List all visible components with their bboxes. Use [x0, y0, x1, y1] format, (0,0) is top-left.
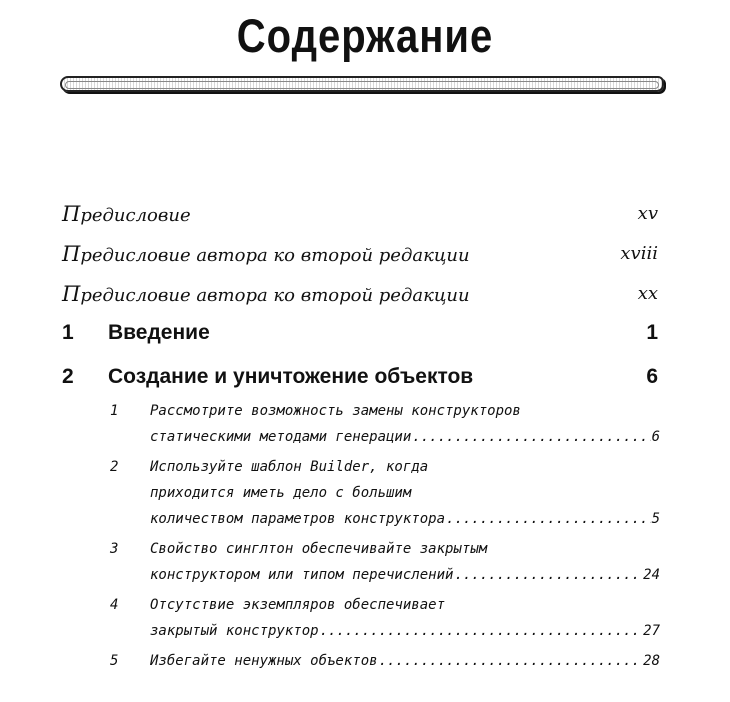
toc-item-1[interactable] [110, 398, 660, 450]
chapter-title: Введение [108, 321, 210, 344]
item-number: 5 [110, 653, 119, 669]
chapter-number: 2 [62, 365, 74, 388]
toc-entry-page: xv [637, 203, 658, 224]
item-text-line: Отсутствие экземпляров обеспечивает [150, 597, 446, 613]
item-text-line: закрытый конструктор [150, 623, 319, 639]
dot-leader [446, 506, 651, 532]
toc-entry-page: xviii [620, 243, 658, 264]
toc-entry-author-preface-2[interactable] [62, 278, 658, 310]
item-page: 28 [643, 653, 660, 669]
dot-leader [412, 424, 650, 450]
item-number: 4 [110, 597, 119, 613]
item-text-line: конструктором или типом перечислений [150, 567, 454, 583]
toc-item-4[interactable] [110, 592, 660, 644]
dot-leader [454, 562, 642, 588]
toc-entry-author-preface[interactable] [62, 238, 658, 270]
item-page: 24 [643, 567, 660, 583]
toc-entry-page: xx [637, 283, 658, 304]
item-page: 27 [643, 623, 660, 639]
item-page: 6 [651, 429, 660, 445]
item-number: 2 [110, 459, 119, 475]
toc-chapter-1[interactable] [62, 316, 658, 350]
toc-item-2[interactable] [110, 454, 660, 532]
title-rule [60, 76, 664, 92]
item-text-line: Избегайте ненужных объектов [150, 653, 378, 669]
item-text-line: статическими методами генерации [150, 429, 412, 445]
item-number: 3 [110, 541, 119, 557]
toc-chapter-2[interactable] [62, 360, 658, 394]
item-number: 1 [110, 403, 119, 419]
item-page: 5 [651, 511, 660, 527]
toc-entry-label: Предисловие автора ко второй редакции [62, 242, 470, 266]
toc-entry-preface[interactable] [62, 198, 658, 230]
item-text-line: Используйте шаблон Builder, когда [150, 459, 429, 475]
item-text-line: Свойство синглтон обеспечивайте закрытым [150, 541, 488, 557]
page-title: Содержание [236, 10, 494, 63]
toc-item-3[interactable] [110, 536, 660, 588]
toc-entry-label: Предисловие автора ко второй редакции [62, 282, 470, 306]
item-text-line: количеством параметров конструктора [150, 511, 446, 527]
dot-leader [379, 648, 643, 674]
item-text-line: Рассмотрите возможность замены конструкторов [150, 403, 521, 419]
toc-item-5[interactable] [110, 648, 660, 674]
toc-entry-label: Предисловие [62, 202, 191, 226]
dot-leader [320, 618, 643, 644]
chapter-page: 6 [646, 365, 658, 388]
item-text-line: приходится иметь дело с большим [150, 485, 412, 501]
chapter-page: 1 [646, 321, 658, 344]
chapter-title: Создание и уничтожение объектов [108, 365, 474, 388]
chapter-number: 1 [62, 321, 74, 344]
